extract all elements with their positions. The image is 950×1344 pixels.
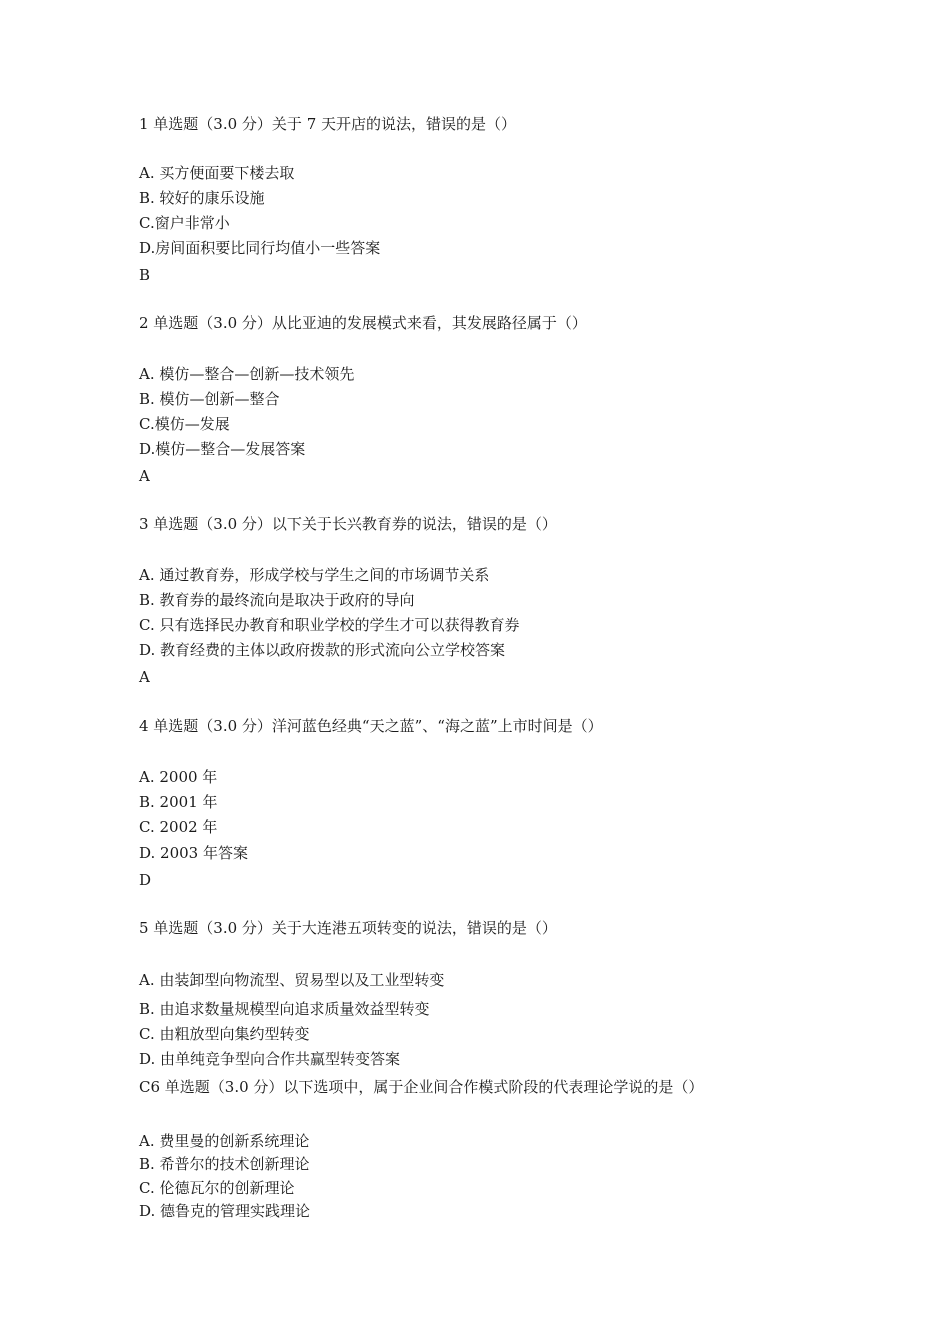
question-1-option-a: A. 买方便面要下楼去取 [139, 164, 295, 182]
question-4-option-a: A. 2000 年 [139, 768, 218, 786]
question-2-option-d: D.模仿—整合—发展答案 [139, 440, 306, 458]
question-2-option-c: C.模仿—发展 [139, 415, 230, 433]
question-1-option-b: B. 较好的康乐设施 [139, 189, 265, 207]
question-5-stem: 5 单选题（3.0 分）关于大连港五项转变的说法，错误的是（） [139, 919, 557, 937]
question-4-stem: 4 单选题（3.0 分）洋河蓝色经典“天之蓝”、“海之蓝”上市时间是（） [139, 717, 603, 735]
question-6-option-b: B. 希普尔的技术创新理论 [139, 1155, 310, 1173]
question-5-option-b: B. 由追求数量规模型向追求质量效益型转变 [139, 1000, 430, 1018]
question-3-answer: A [139, 668, 150, 686]
question-1-answer: B [139, 266, 151, 284]
question-1-stem: 1 单选题（3.0 分）关于 7 天开店的说法，错误的是（） [139, 115, 517, 133]
question-3-option-d: D. 教育经费的主体以政府拨款的形式流向公立学校答案 [139, 641, 506, 659]
question-4-answer: D [139, 871, 152, 889]
question-1-option-c: C.窗户非常小 [139, 214, 230, 232]
question-2-answer: A [139, 467, 150, 485]
question-2-option-b: B. 模仿—创新—整合 [139, 390, 280, 408]
question-1-option-d: D.房间面积要比同行均值小一些答案 [139, 239, 381, 257]
question-6-option-d: D. 德鲁克的管理实践理论 [139, 1202, 311, 1220]
question-3-stem: 3 单选题（3.0 分）以下关于长兴教育券的说法，错误的是（） [139, 515, 557, 533]
question-2-option-a: A. 模仿—整合—创新—技术领先 [139, 365, 355, 383]
question-3-option-a: A. 通过教育券，形成学校与学生之间的市场调节关系 [139, 566, 490, 584]
question-3-option-c: C. 只有选择民办教育和职业学校的学生才可以获得教育券 [139, 616, 520, 634]
question-5-option-c: C. 由粗放型向集约型转变 [139, 1025, 310, 1043]
question-2-stem: 2 单选题（3.0 分）从比亚迪的发展模式来看，其发展路径属于（） [139, 314, 587, 332]
question-6-stem: C6 单选题（3.0 分）以下选项中，属于企业间合作模式阶段的代表理论学说的是（） [139, 1078, 704, 1096]
question-5-option-d: D. 由单纯竞争型向合作共赢型转变答案 [139, 1050, 401, 1068]
question-6-option-c: C. 伦德瓦尔的创新理论 [139, 1179, 295, 1197]
question-4-option-c: C. 2002 年 [139, 818, 218, 836]
question-6-option-a: A. 费里曼的创新系统理论 [139, 1132, 310, 1150]
question-4-option-d: D. 2003 年答案 [139, 844, 248, 862]
question-4-option-b: B. 2001 年 [139, 793, 218, 811]
question-5-option-a: A. 由装卸型向物流型、贸易型以及工业型转变 [139, 971, 445, 989]
question-3-option-b: B. 教育券的最终流向是取决于政府的导向 [139, 591, 415, 609]
